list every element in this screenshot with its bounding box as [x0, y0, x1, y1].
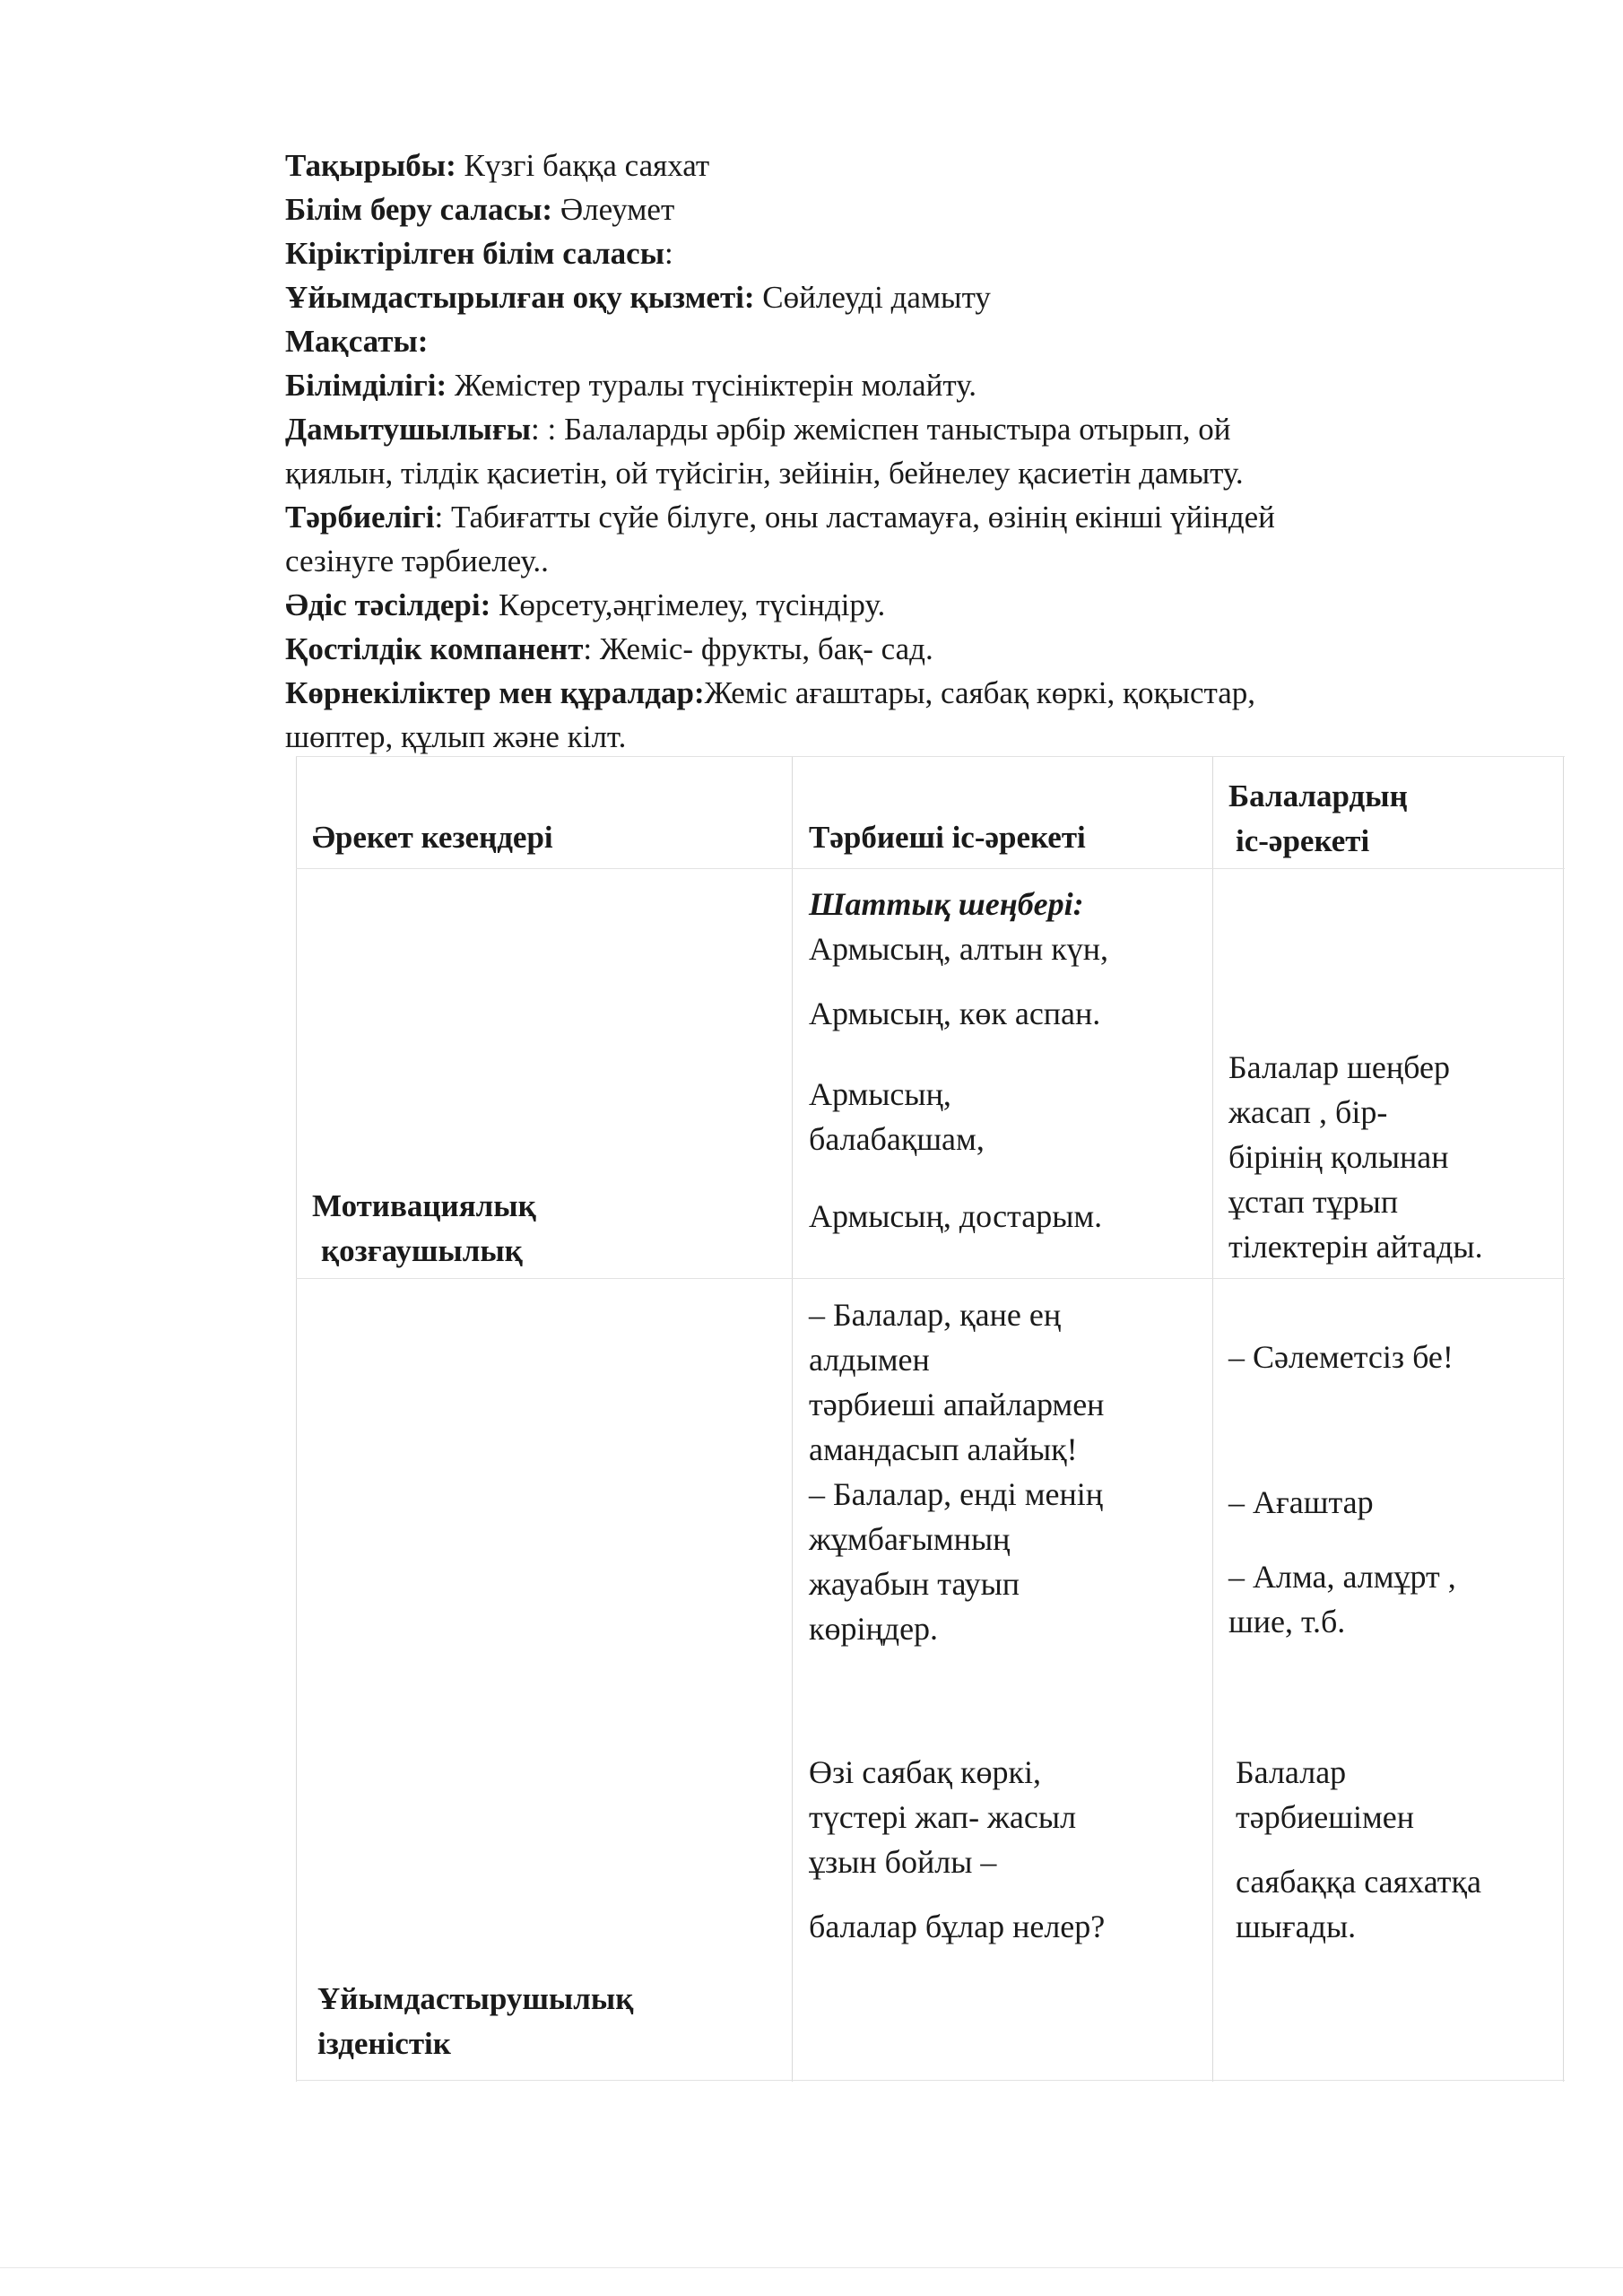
topic-line: Тақырыбы: Күзгі баққа саяхат	[285, 148, 710, 183]
table-divider-2	[1212, 756, 1213, 2082]
visual-aids-line-2: шөптер, құлып және кілт.	[285, 719, 627, 754]
goal-line: Мақсаты:	[285, 324, 429, 359]
visual-aids-line: Көрнекіліктер мен құралдар:Жеміс ағаштары, саябақ көркі, қоқыстар,	[285, 675, 1256, 710]
integrated-line: Кіріктірілген білім саласы:	[285, 236, 673, 271]
children-trip-action: Балалар тәрбиешімен саябаққа саяхатқа шығады.	[1236, 1754, 1481, 1944]
table-border-left	[296, 756, 297, 2082]
field-line: Білім беру саласы: Әлеумет	[285, 192, 675, 227]
activity-line: Ұйымдастырылған оқу қызметі: Сөйлеуді дамыту	[285, 280, 991, 315]
col-children-header: Балалардың іс-әрекеті	[1228, 778, 1408, 858]
teacher-poem-line-4: Армысың, достарым.	[809, 1198, 1103, 1234]
table-row-divider	[296, 1278, 1565, 1279]
table-header-divider	[296, 868, 1565, 869]
upbringing-line: Тәрбиелігі: Табиғатты сүйе білуге, оны ластамауға, өзінің екінші үйіндей	[285, 500, 1275, 535]
table-border-right	[1563, 756, 1564, 2082]
table-border-bottom	[296, 2080, 1565, 2081]
stage-organizational: Ұйымдастырушылық ізденістік	[317, 1981, 634, 2061]
col-stage-header: Әрекет кезеңдері	[312, 820, 553, 855]
children-answer-fruits: – Алма, алмұрт , шие, т.б.	[1228, 1559, 1456, 1639]
bilingual-line: Қостілдік компанент: Жеміс- фрукты, бақ- сад.	[285, 631, 933, 666]
stage-motivational: Мотивациялық қозғаушылық	[312, 1188, 536, 1268]
teacher-riddle-intro: – Балалар, қане ең алдымен тәрбиеші апайлармен амандасып алайық! – Балалар, енді менің жұмбағымның жауабын тауып көріңдер.	[809, 1297, 1105, 1647]
col-teacher-header: Тәрбиеші іс-әрекеті	[809, 820, 1086, 855]
methods-line: Әдіс тәсілдері: Көрсету,әңгімелеу, түсіндіру.	[285, 587, 886, 622]
page-bottom-rule	[0, 2267, 1623, 2268]
teacher-riddle: Өзі саябақ көркі, түстері жап- жасыл ұзын бойлы – балалар бұлар нелер?	[809, 1754, 1106, 1944]
table-border-top	[296, 756, 1565, 757]
children-greeting-reply: – Сәлеметсіз бе!	[1228, 1339, 1454, 1375]
lesson-header	[285, 144, 1541, 759]
teacher-poem-line-3: Армысың, балабақшам,	[809, 1076, 985, 1157]
development-line-2: қиялын, тілдік қасиетін, ой түйсігін, зейінін, бейнелеу қасиетін дамыту.	[285, 456, 1244, 491]
education-line: Білімділігі: Жемістер туралы түсініктерін молайту.	[285, 368, 976, 403]
children-circle-action: Балалар шеңбер жасап , бір- бірінің қолынан ұстап тұрып тілектерін айтады.	[1228, 1049, 1483, 1265]
table-divider-1	[792, 756, 793, 2082]
activity-table	[296, 756, 1565, 2082]
teacher-greeting-circle: Шаттық шеңбері: Армысың, алтын күн,	[809, 886, 1109, 967]
children-answer-trees: – Ағаштар	[1228, 1484, 1374, 1520]
teacher-poem-line-2: Армысың, көк аспан.	[809, 996, 1101, 1031]
upbringing-line-2: сезінуге тәрбиелеу..	[285, 544, 549, 578]
development-line: Дамытушылығы: : Балаларды әрбір жеміспен таныстыра отырып, ой	[285, 412, 1231, 447]
